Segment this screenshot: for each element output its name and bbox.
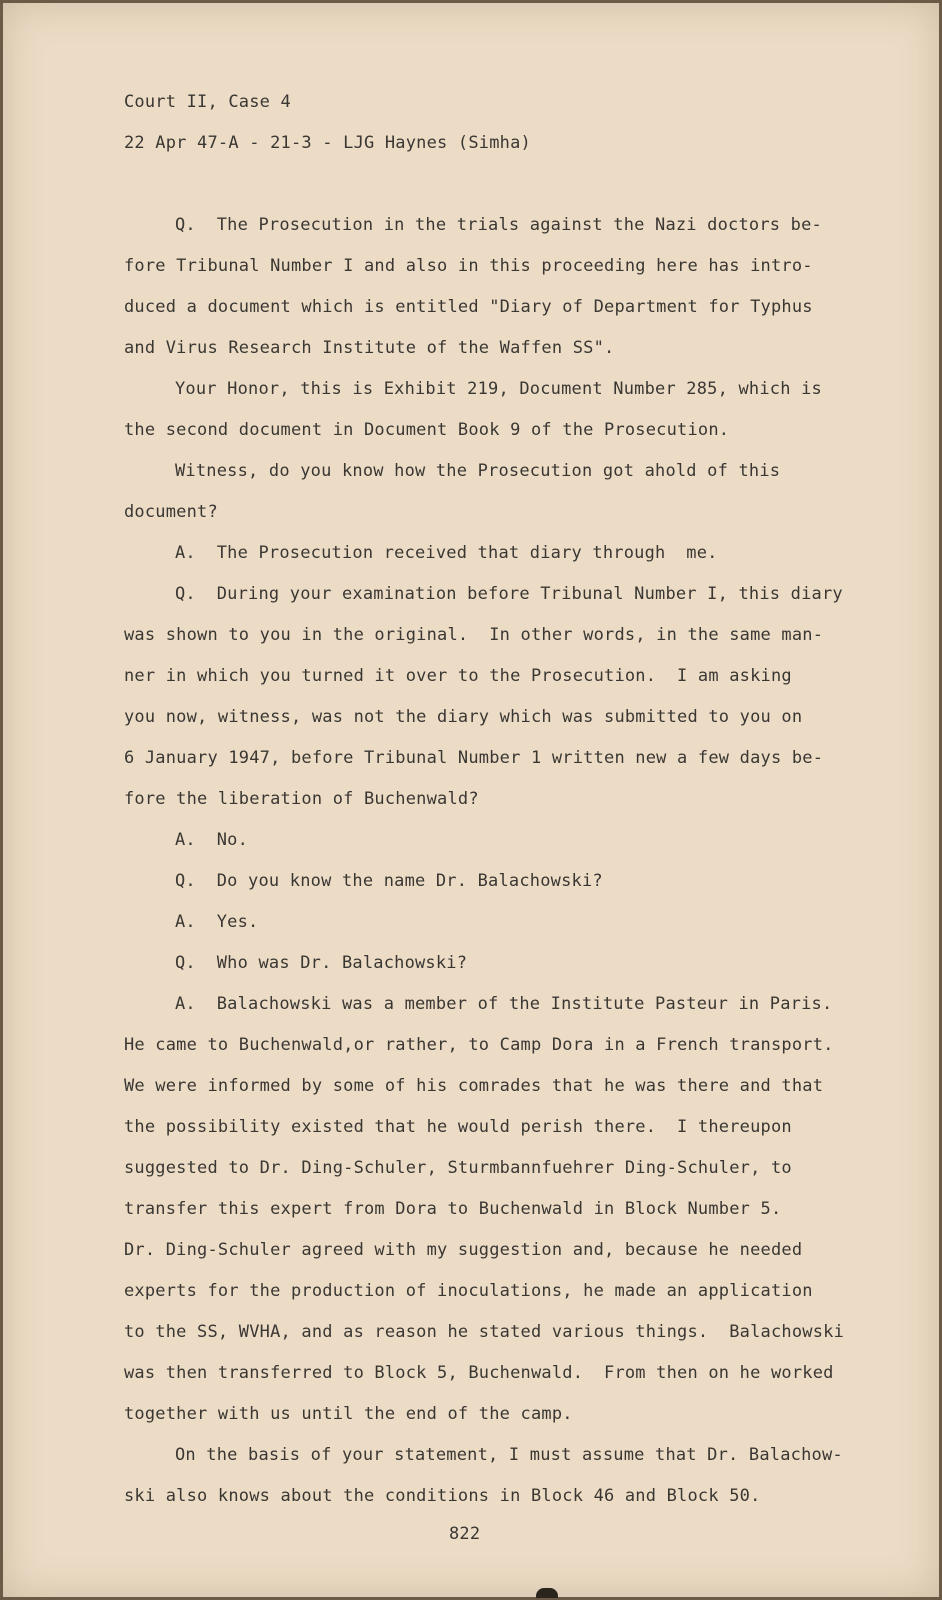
text-line: experts for the production of inoculations, he made an application	[124, 1281, 813, 1301]
session-header: 22 Apr 47-A - 21-3 - LJG Haynes (Simha)	[124, 133, 531, 153]
page-number: 822	[449, 1524, 481, 1544]
text-line: together with us until the end of the camp.	[124, 1404, 573, 1424]
text-line: A. Balachowski was a member of the Institute Pasteur in Paris.	[175, 994, 833, 1014]
text-line: was shown to you in the original. In other words, in the same man-	[124, 625, 824, 645]
text-line: ner in which you turned it over to the Prosecution. I am asking	[124, 666, 792, 686]
text-line: you now, witness, was not the diary which was submitted to you on	[124, 707, 803, 727]
text-line: A. Yes.	[175, 912, 259, 932]
text-line: the possibility existed that he would perish there. I thereupon	[124, 1117, 792, 1137]
court-case-header: Court II, Case 4	[124, 92, 291, 112]
text-line: Q. The Prosecution in the trials against the Nazi doctors be-	[175, 215, 822, 235]
text-line: On the basis of your statement, I must assume that Dr. Balachow-	[175, 1445, 843, 1465]
document-page	[3, 3, 939, 1597]
text-line: fore Tribunal Number I and also in this proceeding here has intro-	[124, 256, 813, 276]
text-line: Q. During your examination before Tribunal Number I, this diary	[175, 584, 843, 604]
text-line: A. The Prosecution received that diary through me.	[175, 543, 718, 563]
text-line: the second document in Document Book 9 of the Prosecution.	[124, 420, 730, 440]
text-line: fore the liberation of Buchenwald?	[124, 789, 479, 809]
text-line: He came to Buchenwald,or rather, to Camp Dora in a French transport.	[124, 1035, 834, 1055]
text-line: document?	[124, 502, 218, 522]
text-line: transfer this expert from Dora to Buchenwald in Block Number 5.	[124, 1199, 782, 1219]
text-line: was then transferred to Block 5, Buchenwald. From then on he worked	[124, 1363, 834, 1383]
text-line: suggested to Dr. Ding-Schuler, Sturmbannfuehrer Ding-Schuler, to	[124, 1158, 792, 1178]
text-line: Q. Who was Dr. Balachowski?	[175, 953, 468, 973]
text-line: duced a document which is entitled "Diary of Department for Typhus	[124, 297, 813, 317]
text-line: Dr. Ding-Schuler agreed with my suggestion and, because he needed	[124, 1240, 803, 1260]
text-line: A. No.	[175, 830, 249, 850]
text-line: We were informed by some of his comrades that he was there and that	[124, 1076, 824, 1096]
text-line: Your Honor, this is Exhibit 219, Document Number 285, which is	[175, 379, 822, 399]
text-line: 6 January 1947, before Tribunal Number 1 written new a few days be-	[124, 748, 824, 768]
text-line: Witness, do you know how the Prosecution got ahold of this	[175, 461, 781, 481]
text-line: to the SS, WVHA, and as reason he stated various things. Balachowski	[124, 1322, 845, 1342]
text-line: Q. Do you know the name Dr. Balachowski?	[175, 871, 603, 891]
text-line: ski also knows about the conditions in Block 46 and Block 50.	[124, 1486, 761, 1506]
binding-notch	[536, 1588, 558, 1598]
text-line: and Virus Research Institute of the Waffen SS".	[124, 338, 615, 358]
